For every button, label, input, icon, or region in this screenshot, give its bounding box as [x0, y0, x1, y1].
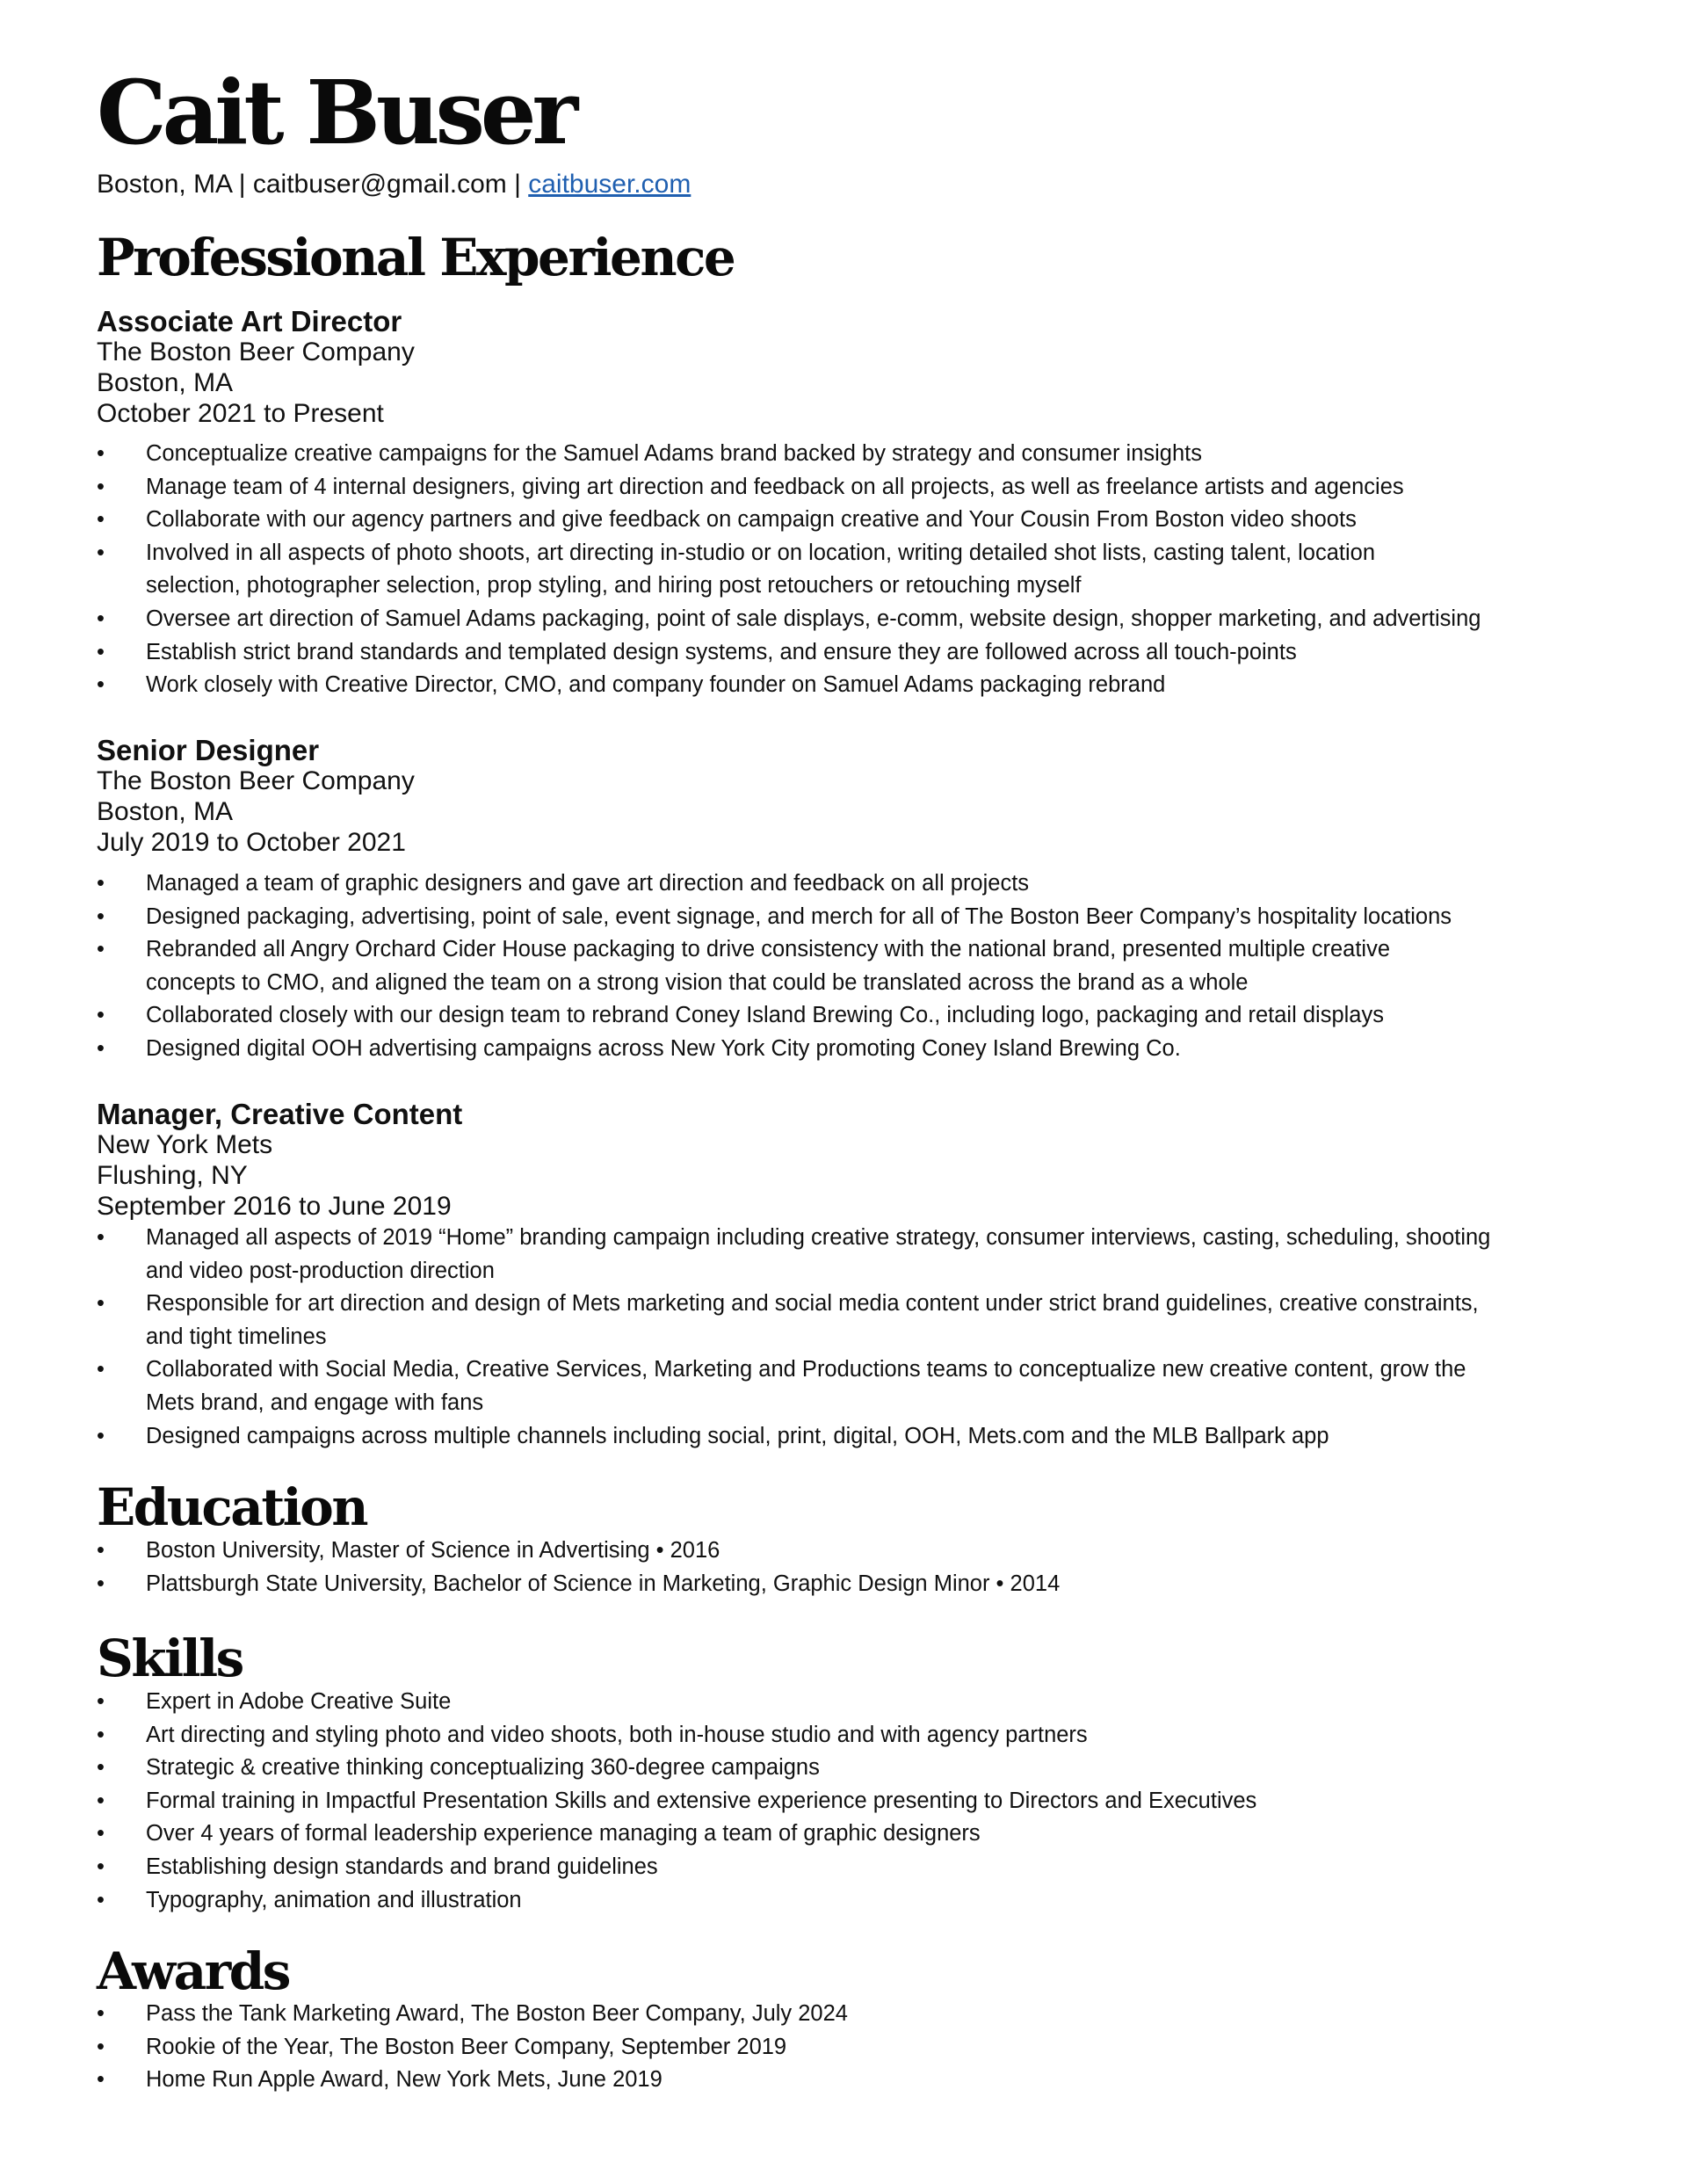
bullet-item: • Establish strict brand standards and templated design systems, and ensure they are followed across all touch-points: [97, 636, 1617, 670]
job-bullet-list: [97, 438, 1617, 702]
job-title: Senior Designer: [97, 734, 320, 766]
bullet-item: • Managed a team of graphic designers and gave art direction and feedback on all projects: [97, 867, 1617, 901]
bullet-item: • Designed packaging, advertising, point of sale, event signage, and merch for all of The Boston Beer Company’s hospitality locations: [97, 901, 1617, 934]
job-company: New York Mets: [97, 1130, 273, 1159]
job-entry: [97, 735, 1617, 858]
award-item: • Rookie of the Year, The Boston Beer Company, September 2019: [97, 2031, 1617, 2064]
bullet-item: • Collaborate with our agency partners and give feedback on campaign creative and Your Cousin From Boston video shoots: [97, 504, 1617, 537]
skill-item: • Formal training in Impactful Presentation Skills and extensive experience presenting to Directors and Executives: [97, 1785, 1617, 1818]
section-title-education: Education: [97, 1477, 367, 1537]
section-title-awards: Awards: [97, 1941, 289, 2001]
job-bullet-list: [97, 1222, 1617, 1453]
candidate-name: Cait Buser: [97, 61, 575, 164]
job-location: Flushing, NY: [97, 1161, 248, 1190]
bullet-item: • Manage team of 4 internal designers, giving art direction and feedback on all projects, as well as freelance artists and agencies: [97, 471, 1617, 504]
bullet-item: • Collaborated with Social Media, Creative Services, Marketing and Productions teams to conceptualize new creative content, grow the: [97, 1353, 1617, 1387]
skills-list: [97, 1686, 1617, 1917]
bullet-item: • Work closely with Creative Director, CMO, and company founder on Samuel Adams packaging rebrand: [97, 669, 1617, 702]
job-bullet-list: [97, 867, 1617, 1066]
section-title-experience: Professional Experience: [97, 228, 735, 287]
education-item: • Boston University, Master of Science in Advertising • 2016: [97, 1535, 1617, 1568]
skill-item: • Art directing and styling photo and video shoots, both in-house studio and with agency partners: [97, 1719, 1617, 1752]
bullet-item: • Involved in all aspects of photo shoots, art directing in-studio or on location, writing detailed shot lists, casting talent, location: [97, 537, 1617, 570]
job-company: The Boston Beer Company: [97, 337, 415, 366]
bullet-item: • Designed campaigns across multiple channels including social, print, digital, OOH, Mets.com and the MLB Ballpark app: [97, 1420, 1617, 1454]
bullet-item: • Conceptualize creative campaigns for the Samuel Adams brand backed by strategy and consumer insights: [97, 438, 1617, 471]
website-link[interactable]: caitbuser.com: [528, 170, 691, 199]
bullet-continuation: concepts to CMO, and aligned the team on a strong vision that could be translated across the brand as a whole: [146, 969, 1249, 995]
section-title-skills: Skills: [97, 1629, 243, 1688]
job-location: Boston, MA: [97, 797, 234, 826]
job-title: Associate Art Director: [97, 305, 402, 337]
skill-item: • Typography, animation and illustration: [97, 1884, 1617, 1918]
bullet-continuation: selection, photographer selection, prop styling, and hiring post retouchers or retouching myself: [146, 573, 1082, 599]
bullet-item: • Responsible for art direction and design of Mets marketing and social media content under strict brand guidelines, creative constraints,: [97, 1288, 1617, 1321]
contact-details: Boston, MA | caitbuser@gmail.com |: [97, 170, 529, 199]
job-dates: July 2019 to October 2021: [97, 828, 406, 857]
job-entry: [97, 306, 1617, 429]
education-list: [97, 1535, 1617, 1600]
bullet-continuation: Mets brand, and engage with fans: [146, 1389, 484, 1415]
skill-item: • Expert in Adobe Creative Suite: [97, 1686, 1617, 1719]
award-item: • Home Run Apple Award, New York Mets, June 2019: [97, 2064, 1617, 2097]
bullet-continuation: and tight timelines: [146, 1324, 327, 1349]
skill-item: • Over 4 years of formal leadership experience managing a team of graphic designers: [97, 1818, 1617, 1851]
education-item: • Plattsburgh State University, Bachelor of Science in Marketing, Graphic Design Minor • 2014: [97, 1568, 1617, 1601]
bullet-item: • Managed all aspects of 2019 “Home” branding campaign including creative strategy, consumer interviews, casting, scheduling, shooting: [97, 1222, 1617, 1255]
job-dates: October 2021 to Present: [97, 399, 384, 428]
bullet-item: • Rebranded all Angry Orchard Cider House packaging to drive consistency with the national brand, presented multiple creative: [97, 933, 1617, 967]
job-entry: [97, 1099, 1617, 1222]
skill-item: • Establishing design standards and brand guidelines: [97, 1851, 1617, 1884]
job-title: Manager, Creative Content: [97, 1098, 463, 1130]
bullet-item: • Oversee art direction of Samuel Adams packaging, point of sale displays, e-comm, website design, shopper marketing, and advertising: [97, 603, 1617, 636]
job-location: Boston, MA: [97, 368, 234, 397]
contact-line: [97, 167, 691, 202]
job-dates: September 2016 to June 2019: [97, 1192, 452, 1221]
bullet-continuation: and video post-production direction: [146, 1258, 495, 1283]
bullet-item: • Designed digital OOH advertising campaigns across New York City promoting Coney Island Brewing Co.: [97, 1033, 1617, 1066]
awards-list: [97, 1998, 1617, 2097]
bullet-item: • Collaborated closely with our design team to rebrand Coney Island Brewing Co., including logo, packaging and retail displays: [97, 999, 1617, 1033]
job-company: The Boston Beer Company: [97, 766, 415, 795]
award-item: • Pass the Tank Marketing Award, The Boston Beer Company, July 2024: [97, 1998, 1617, 2031]
skill-item: • Strategic & creative thinking conceptualizing 360-degree campaigns: [97, 1752, 1617, 1785]
